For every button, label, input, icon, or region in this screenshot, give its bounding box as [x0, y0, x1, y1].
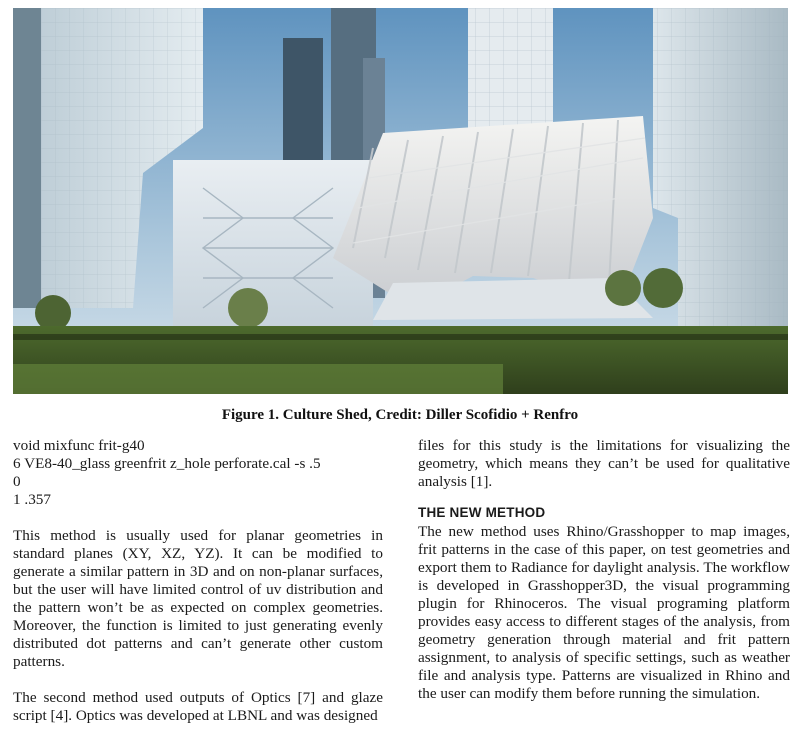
code-line: 6 VE8-40_glass greenfrit z_hole perforate.cal -s .5 — [13, 455, 321, 472]
code-line: 0 — [13, 473, 21, 490]
body-paragraph: This method is usually used for planar geometries in standard planes (XY, XZ, YZ). It can be modified to generate a similar pattern in 3D and on non-planar surfaces, but the user will have limited control of uv distribution and the pattern won’t be as expected on complex geometries. Moreover, the function is limited to just generating evenly distributed dot patterns and can’t generate other custom patterns. — [13, 527, 383, 670]
body-paragraph: The second method used outputs of Optics [7] and glaze script [4]. Optics was developed at LBNL and was designed — [13, 689, 383, 724]
spacer — [13, 671, 383, 689]
body-paragraph: files for this study is the limitations for visualizing the geometry, which means they can’t be used for qualitative analysis [1]. — [418, 437, 790, 490]
body-paragraph: The new method uses Rhino/Grasshopper to map images, frit patterns in the case of this paper, on test geometries and export them to Radiance for daylight analysis. The workflow is developed in Grasshopper3D, the visual programming plugin for Rhinoceros. The visual programing platform provides easy access to different stages of the analysis, from geometry generation through material and frit pattern assignment, to analysis of specific settings, such as weather file and analysis type. Patterns are visualized in Rhino and the user can modify them before running the simulation. — [418, 523, 790, 702]
section-heading: THE NEW METHOD — [418, 505, 546, 520]
spacer — [13, 509, 383, 527]
figure-caption: Figure 1. Culture Shed, Credit: Diller Scofidio + Renfro — [221, 407, 579, 423]
right-column — [418, 437, 790, 703]
culture-shed-photo — [13, 8, 788, 394]
left-column — [13, 437, 383, 725]
code-line: void mixfunc frit-g40 — [13, 437, 145, 454]
code-line: 1 .357 — [13, 491, 51, 508]
